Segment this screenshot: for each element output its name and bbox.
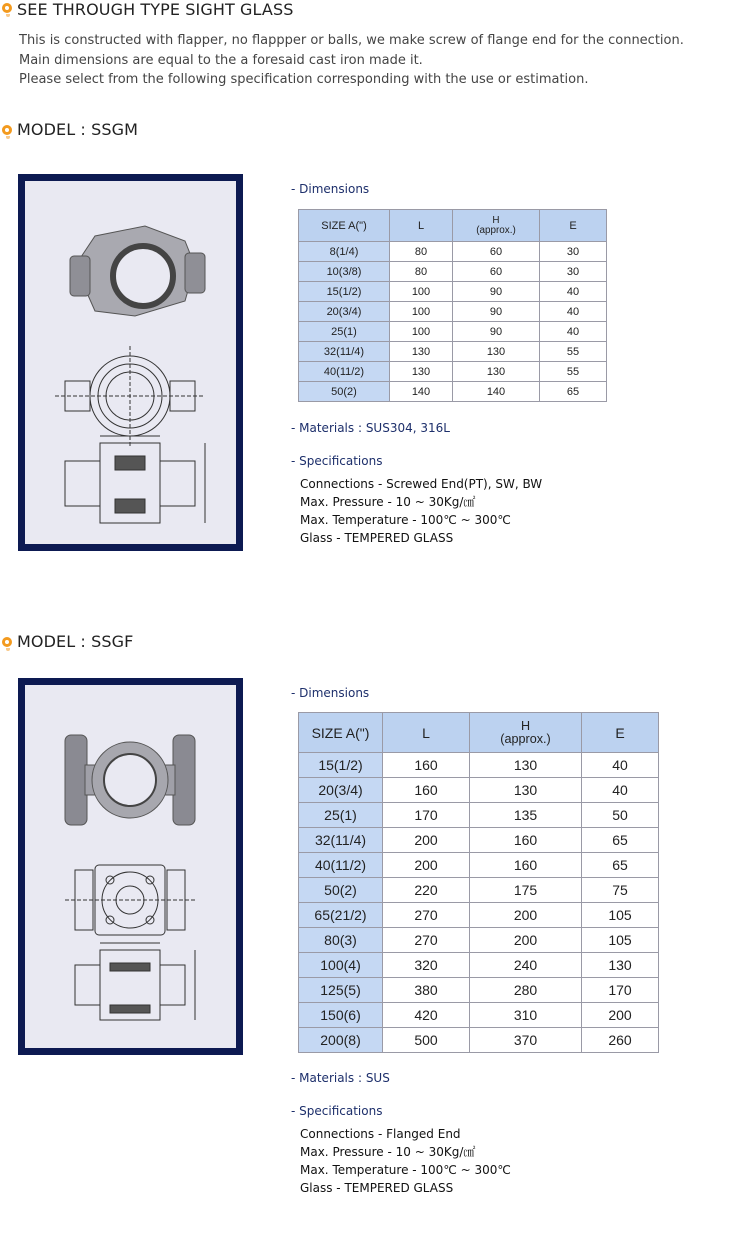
header-l: L	[383, 713, 470, 753]
cell-l: 140	[390, 382, 453, 402]
cell-h: 130	[470, 778, 582, 803]
cell-e: 200	[582, 1003, 659, 1028]
table-row	[299, 903, 659, 928]
header-h-label: H	[520, 718, 531, 733]
cell-size: 40(11/2)	[299, 362, 390, 382]
header-e: E	[582, 713, 659, 753]
spec-connections: Connections - Flanged End	[300, 1127, 461, 1141]
cell-h: 200	[470, 903, 582, 928]
table-row	[299, 928, 659, 953]
cell-l: 420	[383, 1003, 470, 1028]
header-h-label: H	[492, 214, 500, 226]
dimensions-label: - Dimensions	[291, 182, 370, 196]
sight-glass-screwed-drawing	[25, 181, 236, 544]
cell-size: 20(3/4)	[299, 302, 390, 322]
orange-ring-bullet-icon	[2, 637, 12, 647]
table-row	[299, 342, 607, 362]
photo-inner	[25, 685, 236, 1048]
table-row	[299, 302, 607, 322]
header-h-approx: (approx.)	[476, 224, 516, 236]
cell-size: 125(5)	[299, 978, 383, 1003]
spec-glass: Glass - TEMPERED GLASS	[300, 531, 454, 545]
table-row	[299, 803, 659, 828]
table-row	[299, 282, 607, 302]
cell-h: 175	[470, 878, 582, 903]
cell-size: 65(21/2)	[299, 903, 383, 928]
cell-size: 32(11/4)	[299, 342, 390, 362]
cell-size: 25(1)	[299, 803, 383, 828]
table-row	[299, 978, 659, 1003]
cell-l: 100	[390, 302, 453, 322]
cell-h: 310	[470, 1003, 582, 1028]
cell-size: 150(6)	[299, 1003, 383, 1028]
table-row	[299, 382, 607, 402]
table-row	[299, 322, 607, 342]
cell-l: 130	[390, 362, 453, 382]
header-e: E	[540, 210, 607, 242]
table-row	[299, 953, 659, 978]
header-h	[453, 210, 540, 242]
cell-l: 500	[383, 1028, 470, 1053]
cell-size: 200(8)	[299, 1028, 383, 1053]
cell-l: 200	[383, 828, 470, 853]
cell-e: 170	[582, 978, 659, 1003]
table-header-row	[299, 210, 607, 242]
photo-inner	[25, 181, 236, 544]
cell-h: 240	[470, 953, 582, 978]
product-photo-ssgm	[18, 174, 243, 551]
sight-glass-flanged-drawing	[25, 685, 236, 1048]
table-row	[299, 828, 659, 853]
cell-h: 280	[470, 978, 582, 1003]
orange-ring-bullet-icon	[2, 125, 12, 135]
cell-size: 15(1/2)	[299, 282, 390, 302]
spec-temperature: Max. Temperature - 100℃ ~ 300℃	[300, 1163, 511, 1177]
cell-h: 140	[453, 382, 540, 402]
cell-e: 260	[582, 1028, 659, 1053]
cell-l: 130	[390, 342, 453, 362]
table-row	[299, 362, 607, 382]
cell-size: 25(1)	[299, 322, 390, 342]
cell-h: 200	[470, 928, 582, 953]
cell-l: 100	[390, 322, 453, 342]
cell-e: 30	[540, 262, 607, 282]
cell-e: 105	[582, 928, 659, 953]
product-photo-ssgf	[18, 678, 243, 1055]
cell-size: 50(2)	[299, 878, 383, 903]
intro-line: This is constructed with flapper, no flappper or balls, we make screw of flange end for the connection.	[19, 33, 684, 48]
specifications-label: - Specifications	[291, 1104, 383, 1118]
cell-h: 370	[470, 1028, 582, 1053]
spec-pressure: Max. Pressure - 10 ~ 30Kg/㎠	[300, 495, 476, 509]
cell-e: 30	[540, 242, 607, 262]
intro-text	[19, 31, 684, 90]
header-size: SIZE A(")	[299, 210, 390, 242]
cell-size: 50(2)	[299, 382, 390, 402]
intro-line: Main dimensions are equal to the a foresaid cast iron made it.	[19, 52, 423, 68]
table-row	[299, 853, 659, 878]
cell-l: 380	[383, 978, 470, 1003]
cell-h: 160	[470, 828, 582, 853]
cell-l: 170	[383, 803, 470, 828]
header-l: L	[390, 210, 453, 242]
dimensions-label: - Dimensions	[291, 686, 370, 700]
cell-e: 40	[540, 282, 607, 302]
page-title: SEE THROUGH TYPE SIGHT GLASS	[17, 0, 294, 19]
spec-glass: Glass - TEMPERED GLASS	[300, 1181, 454, 1195]
intro-line: Please select from the following specification corresponding with the use or estimation.	[19, 72, 589, 87]
cell-e: 65	[582, 853, 659, 878]
header-size: SIZE A(")	[299, 713, 383, 753]
dimensions-table-ssgm	[298, 209, 607, 402]
cell-l: 100	[390, 282, 453, 302]
table-row	[299, 1003, 659, 1028]
spec-temperature: Max. Temperature - 100℃ ~ 300℃	[300, 513, 511, 527]
cell-e: 65	[540, 382, 607, 402]
table-row	[299, 878, 659, 903]
cell-e: 40	[540, 322, 607, 342]
header-h	[470, 713, 582, 753]
spec-pressure: Max. Pressure - 10 ~ 30Kg/㎠	[300, 1145, 476, 1159]
table-row	[299, 753, 659, 778]
orange-ring-bullet-icon	[2, 3, 12, 13]
cell-h: 60	[453, 242, 540, 262]
model-title-ssgm: MODEL : SSGM	[17, 120, 139, 139]
dimensions-table-ssgf	[298, 712, 659, 1053]
materials-label: - Materials : SUS304, 316L	[291, 421, 450, 435]
table-row	[299, 1028, 659, 1053]
table-header-row	[299, 713, 659, 753]
cell-h: 60	[453, 262, 540, 282]
cell-h: 90	[453, 302, 540, 322]
cell-size: 100(4)	[299, 953, 383, 978]
cell-size: 15(1/2)	[299, 753, 383, 778]
cell-e: 40	[582, 778, 659, 803]
cell-l: 80	[390, 242, 453, 262]
table-row	[299, 262, 607, 282]
cell-size: 20(3/4)	[299, 778, 383, 803]
cell-e: 40	[582, 753, 659, 778]
cell-h: 135	[470, 803, 582, 828]
cell-h: 130	[470, 753, 582, 778]
cell-h: 160	[470, 853, 582, 878]
cell-h: 130	[453, 342, 540, 362]
cell-l: 80	[390, 262, 453, 282]
cell-e: 50	[582, 803, 659, 828]
cell-e: 40	[540, 302, 607, 322]
cell-l: 270	[383, 928, 470, 953]
cell-l: 160	[383, 753, 470, 778]
cell-e: 75	[582, 878, 659, 903]
header-h-approx: (approx.)	[500, 731, 551, 746]
model-title-ssgf: MODEL : SSGF	[17, 632, 134, 651]
materials-label: - Materials : SUS	[291, 1071, 390, 1085]
cell-e: 105	[582, 903, 659, 928]
cell-size: 10(3/8)	[299, 262, 390, 282]
cell-h: 90	[453, 322, 540, 342]
spec-connections: Connections - Screwed End(PT), SW, BW	[300, 477, 543, 491]
cell-l: 220	[383, 878, 470, 903]
cell-size: 8(1/4)	[299, 242, 390, 262]
cell-e: 55	[540, 362, 607, 382]
cell-h: 90	[453, 282, 540, 302]
specifications-label: - Specifications	[291, 454, 383, 468]
specifications-list	[300, 475, 542, 547]
cell-l: 320	[383, 953, 470, 978]
table-row	[299, 778, 659, 803]
cell-size: 80(3)	[299, 928, 383, 953]
specifications-list	[300, 1125, 511, 1197]
cell-size: 32(11/4)	[299, 828, 383, 853]
table-row	[299, 242, 607, 262]
cell-e: 55	[540, 342, 607, 362]
cell-h: 130	[453, 362, 540, 382]
cell-l: 200	[383, 853, 470, 878]
cell-l: 160	[383, 778, 470, 803]
cell-e: 130	[582, 953, 659, 978]
cell-l: 270	[383, 903, 470, 928]
cell-size: 40(11/2)	[299, 853, 383, 878]
cell-e: 65	[582, 828, 659, 853]
